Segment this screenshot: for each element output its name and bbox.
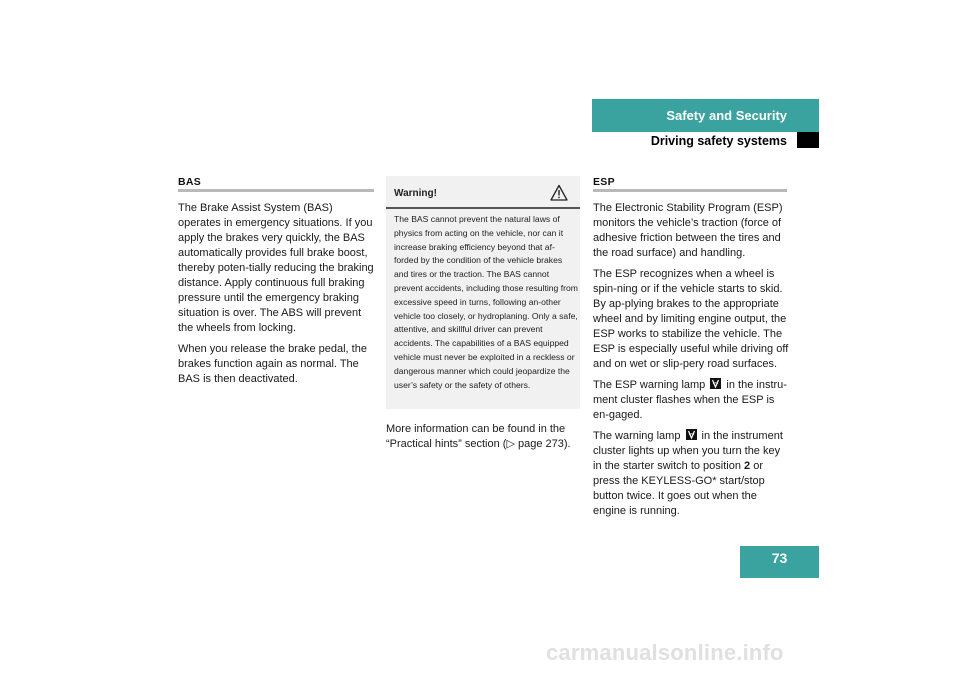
esp-text: in the instru-ment cluster flashes when the ESP is en-gaged. bbox=[593, 379, 787, 421]
page-reference: page 273 bbox=[514, 438, 564, 450]
esp-text: The ESP warning lamp bbox=[593, 379, 709, 391]
section-title: Safety and Security bbox=[666, 108, 787, 123]
page-number: 73 bbox=[740, 546, 819, 578]
esp-text: The warning lamp bbox=[593, 430, 684, 442]
esp-warning-lamp-icon bbox=[710, 378, 721, 389]
esp-warning-lamp-icon bbox=[686, 429, 697, 440]
esp-heading: ESP bbox=[593, 176, 615, 188]
warning-text: The BAS cannot prevent the natural laws of physics from acting on the vehicle, nor can it increase braking efficiency beyond that af-forded by the condition of the vehicle brakes and tires or the traction. The BAS cannot prevent accidents, including those resulting from excessive speed in turns, following an-other vehicle too closely, or hydroplaning. Only a safe, attentive, and skillful driver can prevent accidents. The capabilities of a BAS equipped vehicle must never be exploited in a reckless or dangerous manner which could jeopardize the user’s safety or the safety of others. bbox=[394, 214, 578, 390]
header-banner bbox=[592, 99, 819, 132]
warning-triangle-icon bbox=[550, 184, 568, 202]
warning-title: Warning! bbox=[394, 188, 437, 199]
more-info-text-after: ). bbox=[563, 438, 571, 450]
bas-body bbox=[178, 201, 376, 393]
esp-heading-rule bbox=[593, 189, 787, 192]
more-info-text-before: More information can be found in the “Practical hints” section ( bbox=[386, 423, 566, 450]
bas-heading: BAS bbox=[178, 176, 202, 188]
page-ref-arrow-icon: ▷ bbox=[506, 438, 515, 450]
header-marker bbox=[797, 132, 819, 148]
esp-paragraph bbox=[593, 378, 791, 423]
esp-paragraph bbox=[593, 429, 791, 519]
switch-position: 2 bbox=[744, 460, 751, 472]
warning-box bbox=[386, 176, 580, 409]
esp-text: or press the KEYLESS-GO* start/stop button twice. It goes out when the engine is running. bbox=[593, 460, 765, 517]
esp-body bbox=[593, 201, 791, 525]
esp-paragraph: The ESP recognizes when a wheel is spin-ning or if the vehicle starts to skid. By ap-plying brakes to the appropriate wheel and by limiting engine output, the ESP works to stabilize the vehicle. The ESP is especially useful while driving off and on wet or slip-pery road surfaces. bbox=[593, 268, 789, 370]
more-info-text bbox=[386, 422, 586, 452]
esp-text: in the instrument cluster lights up when you turn the key in the starter switch to position bbox=[593, 430, 783, 472]
bas-paragraph: The Brake Assist System (BAS) operates in emergency situations. If you apply the brakes very quickly, the BAS automatically provides full brake boost, thereby poten-tially reducing the braking distance. Apply continuous full braking pressure until the emergency braking situation is over. The ABS will prevent the wheels from locking. bbox=[178, 202, 374, 334]
warning-divider bbox=[386, 207, 580, 209]
bas-paragraph: When you release the brake pedal, the brakes function again as normal. The BAS is then deactivated. bbox=[178, 343, 367, 385]
bas-heading-rule bbox=[178, 189, 374, 192]
esp-paragraph: The Electronic Stability Program (ESP) monitors the vehicle’s traction (force of adhesive friction between the tires and the road surface) and handling. bbox=[593, 202, 783, 259]
section-subtitle: Driving safety systems bbox=[650, 134, 787, 148]
watermark: carmanualsonline.info bbox=[546, 640, 784, 665]
